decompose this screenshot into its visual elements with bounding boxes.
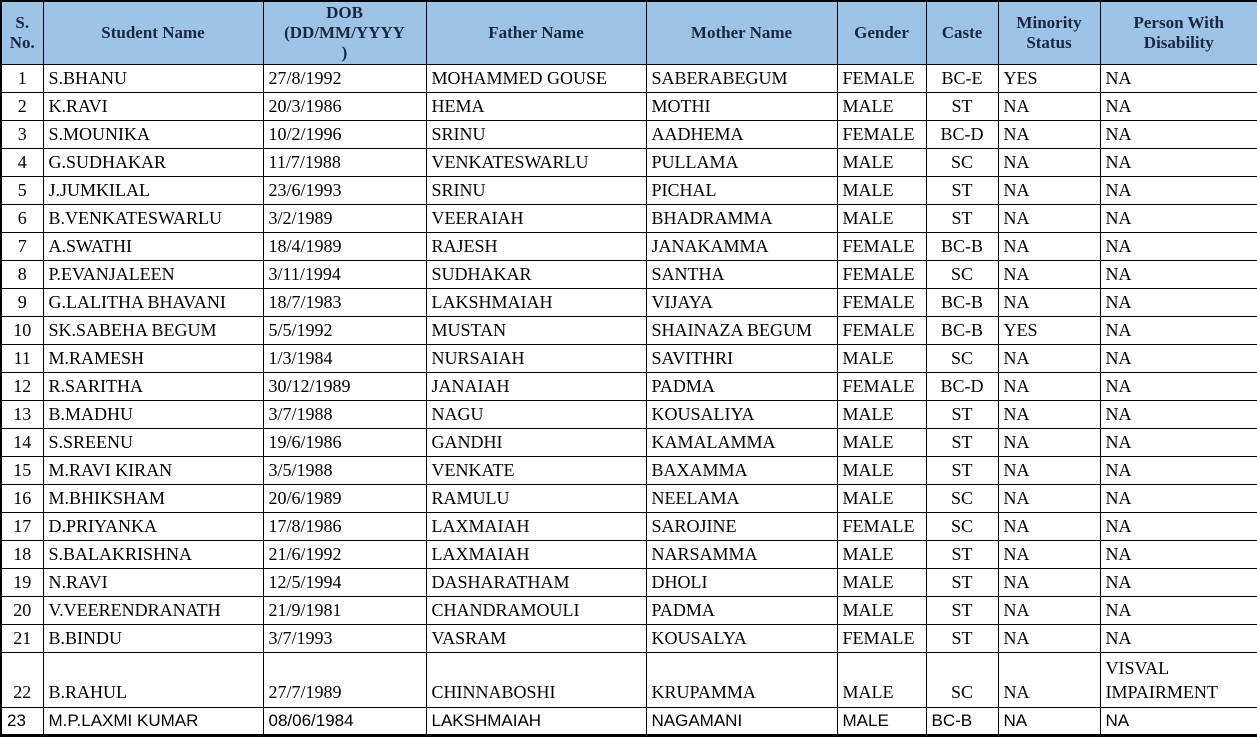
cell-minority_status: NA xyxy=(998,260,1100,288)
cell-minority_status: NA xyxy=(998,596,1100,624)
cell-sno: 8 xyxy=(1,260,43,288)
cell-minority_status: NA xyxy=(998,624,1100,652)
cell-sno: 9 xyxy=(1,288,43,316)
cell-student_name: K.RAVI xyxy=(43,92,263,120)
cell-caste: BC-D xyxy=(926,120,998,148)
table-header xyxy=(1,1,1257,64)
cell-gender: MALE xyxy=(837,428,926,456)
cell-caste: ST xyxy=(926,456,998,484)
cell-student_name: V.VEERENDRANATH xyxy=(43,596,263,624)
cell-sno: 12 xyxy=(1,372,43,400)
cell-person_with_disability: NA xyxy=(1100,568,1257,596)
cell-minority_status: NA xyxy=(998,204,1100,232)
table-row xyxy=(1,232,1257,260)
column-header-mother_name: Mother Name xyxy=(646,1,837,64)
column-header-person_with_disability: Person With Disability xyxy=(1100,1,1257,64)
cell-dob: 3/11/1994 xyxy=(263,260,426,288)
table-row xyxy=(1,652,1257,707)
cell-gender: FEMALE xyxy=(837,288,926,316)
cell-person_with_disability: NA xyxy=(1100,204,1257,232)
cell-person_with_disability: NA xyxy=(1100,400,1257,428)
cell-person_with_disability: NA xyxy=(1100,232,1257,260)
cell-mother_name: NAGAMANI xyxy=(646,707,837,735)
cell-dob: 19/6/1986 xyxy=(263,428,426,456)
cell-person_with_disability: NA xyxy=(1100,148,1257,176)
cell-gender: FEMALE xyxy=(837,64,926,92)
cell-student_name: S.BALAKRISHNA xyxy=(43,540,263,568)
cell-father_name: VENKATESWARLU xyxy=(426,148,646,176)
cell-dob: 12/5/1994 xyxy=(263,568,426,596)
cell-sno: 15 xyxy=(1,456,43,484)
cell-mother_name: KOUSALIYA xyxy=(646,400,837,428)
cell-minority_status: NA xyxy=(998,92,1100,120)
cell-gender: MALE xyxy=(837,540,926,568)
cell-person_with_disability: NA xyxy=(1100,344,1257,372)
table-row xyxy=(1,596,1257,624)
cell-sno: 10 xyxy=(1,316,43,344)
table-row xyxy=(1,512,1257,540)
cell-student_name: M.RAMESH xyxy=(43,344,263,372)
cell-caste: BC-D xyxy=(926,372,998,400)
cell-sno: 19 xyxy=(1,568,43,596)
cell-sno: 16 xyxy=(1,484,43,512)
cell-person_with_disability: NA xyxy=(1100,260,1257,288)
cell-mother_name: AADHEMA xyxy=(646,120,837,148)
cell-student_name: P.EVANJALEEN xyxy=(43,260,263,288)
cell-father_name: LAKSHMAIAH xyxy=(426,707,646,735)
cell-sno: 1 xyxy=(1,64,43,92)
cell-mother_name: SABERABEGUM xyxy=(646,64,837,92)
cell-caste: ST xyxy=(926,176,998,204)
cell-student_name: N.RAVI xyxy=(43,568,263,596)
cell-father_name: VEERAIAH xyxy=(426,204,646,232)
cell-mother_name: KAMALAMMA xyxy=(646,428,837,456)
cell-person_with_disability: NA xyxy=(1100,624,1257,652)
table-row xyxy=(1,148,1257,176)
cell-gender: FEMALE xyxy=(837,372,926,400)
cell-dob: 30/12/1989 xyxy=(263,372,426,400)
cell-student_name: A.SWATHI xyxy=(43,232,263,260)
cell-student_name: M.P.LAXMI KUMAR xyxy=(43,707,263,735)
cell-dob: 3/7/1993 xyxy=(263,624,426,652)
cell-gender: MALE xyxy=(837,176,926,204)
cell-father_name: VASRAM xyxy=(426,624,646,652)
cell-father_name: CHINNABOSHI xyxy=(426,652,646,707)
column-header-gender: Gender xyxy=(837,1,926,64)
cell-caste: ST xyxy=(926,624,998,652)
cell-mother_name: PICHAL xyxy=(646,176,837,204)
table-row xyxy=(1,120,1257,148)
cell-dob: 18/7/1983 xyxy=(263,288,426,316)
cell-caste: ST xyxy=(926,596,998,624)
cell-father_name: RAMULU xyxy=(426,484,646,512)
cell-dob: 11/7/1988 xyxy=(263,148,426,176)
cell-person_with_disability: NA xyxy=(1100,707,1257,735)
cell-gender: MALE xyxy=(837,400,926,428)
cell-dob: 21/9/1981 xyxy=(263,596,426,624)
cell-sno: 17 xyxy=(1,512,43,540)
table-row xyxy=(1,316,1257,344)
cell-gender: MALE xyxy=(837,568,926,596)
cell-caste: SC xyxy=(926,484,998,512)
cell-caste: SC xyxy=(926,512,998,540)
cell-father_name: SRINU xyxy=(426,120,646,148)
cell-student_name: B.BINDU xyxy=(43,624,263,652)
cell-caste: ST xyxy=(926,400,998,428)
cell-sno: 13 xyxy=(1,400,43,428)
cell-mother_name: KRUPAMMA xyxy=(646,652,837,707)
cell-student_name: M.BHIKSHAM xyxy=(43,484,263,512)
cell-student_name: J.JUMKILAL xyxy=(43,176,263,204)
cell-sno: 4 xyxy=(1,148,43,176)
cell-dob: 3/2/1989 xyxy=(263,204,426,232)
cell-father_name: SRINU xyxy=(426,176,646,204)
cell-sno: 11 xyxy=(1,344,43,372)
cell-minority_status: NA xyxy=(998,707,1100,735)
cell-sno: 14 xyxy=(1,428,43,456)
cell-father_name: NAGU xyxy=(426,400,646,428)
cell-caste: ST xyxy=(926,92,998,120)
cell-caste: ST xyxy=(926,204,998,232)
cell-minority_status: YES xyxy=(998,64,1100,92)
cell-minority_status: NA xyxy=(998,484,1100,512)
cell-student_name: B.VENKATESWARLU xyxy=(43,204,263,232)
cell-dob: 5/5/1992 xyxy=(263,316,426,344)
table-row xyxy=(1,400,1257,428)
cell-caste: BC-B xyxy=(926,316,998,344)
cell-sno: 18 xyxy=(1,540,43,568)
cell-sno: 6 xyxy=(1,204,43,232)
cell-mother_name: KOUSALYA xyxy=(646,624,837,652)
cell-gender: MALE xyxy=(837,707,926,735)
cell-dob: 18/4/1989 xyxy=(263,232,426,260)
cell-person_with_disability: NA xyxy=(1100,316,1257,344)
cell-dob: 20/3/1986 xyxy=(263,92,426,120)
cell-caste: ST xyxy=(926,568,998,596)
cell-gender: MALE xyxy=(837,484,926,512)
column-header-minority_status: Minority Status xyxy=(998,1,1100,64)
table-row xyxy=(1,344,1257,372)
table-row xyxy=(1,624,1257,652)
cell-father_name: NURSAIAH xyxy=(426,344,646,372)
cell-caste: ST xyxy=(926,428,998,456)
cell-person_with_disability: NA xyxy=(1100,92,1257,120)
table-row xyxy=(1,176,1257,204)
cell-dob: 3/5/1988 xyxy=(263,456,426,484)
table-row xyxy=(1,428,1257,456)
cell-minority_status: NA xyxy=(998,428,1100,456)
cell-dob: 17/8/1986 xyxy=(263,512,426,540)
cell-dob: 10/2/1996 xyxy=(263,120,426,148)
cell-gender: MALE xyxy=(837,204,926,232)
cell-person_with_disability: NA xyxy=(1100,288,1257,316)
cell-mother_name: PADMA xyxy=(646,596,837,624)
cell-student_name: S.MOUNIKA xyxy=(43,120,263,148)
cell-father_name: HEMA xyxy=(426,92,646,120)
column-header-student_name: Student Name xyxy=(43,1,263,64)
cell-minority_status: NA xyxy=(998,176,1100,204)
cell-gender: MALE xyxy=(837,456,926,484)
cell-caste: BC-E xyxy=(926,64,998,92)
cell-mother_name: NARSAMMA xyxy=(646,540,837,568)
cell-mother_name: VIJAYA xyxy=(646,288,837,316)
cell-mother_name: PULLAMA xyxy=(646,148,837,176)
cell-dob: 20/6/1989 xyxy=(263,484,426,512)
table-row xyxy=(1,707,1257,735)
cell-minority_status: NA xyxy=(998,400,1100,428)
table-row xyxy=(1,372,1257,400)
table-body xyxy=(1,64,1257,735)
cell-person_with_disability: NA xyxy=(1100,428,1257,456)
table-row xyxy=(1,288,1257,316)
cell-person_with_disability: VISVAL IMPAIRMENT xyxy=(1100,652,1257,707)
table-row xyxy=(1,260,1257,288)
cell-minority_status: NA xyxy=(998,456,1100,484)
cell-sno: 21 xyxy=(1,624,43,652)
cell-mother_name: SAROJINE xyxy=(646,512,837,540)
cell-person_with_disability: NA xyxy=(1100,484,1257,512)
cell-minority_status: NA xyxy=(998,652,1100,707)
cell-student_name: B.MADHU xyxy=(43,400,263,428)
cell-mother_name: PADMA xyxy=(646,372,837,400)
cell-sno: 7 xyxy=(1,232,43,260)
cell-minority_status: NA xyxy=(998,344,1100,372)
cell-gender: FEMALE xyxy=(837,120,926,148)
cell-father_name: LAKSHMAIAH xyxy=(426,288,646,316)
cell-minority_status: YES xyxy=(998,316,1100,344)
cell-father_name: LAXMAIAH xyxy=(426,540,646,568)
cell-father_name: RAJESH xyxy=(426,232,646,260)
cell-father_name: DASHARATHAM xyxy=(426,568,646,596)
cell-gender: MALE xyxy=(837,652,926,707)
cell-gender: FEMALE xyxy=(837,624,926,652)
column-header-caste: Caste xyxy=(926,1,998,64)
table-row xyxy=(1,484,1257,512)
cell-minority_status: NA xyxy=(998,232,1100,260)
cell-person_with_disability: NA xyxy=(1100,540,1257,568)
cell-minority_status: NA xyxy=(998,568,1100,596)
column-header-sno: S. No. xyxy=(1,1,43,64)
cell-minority_status: NA xyxy=(998,120,1100,148)
table-row xyxy=(1,204,1257,232)
cell-dob: 08/06/1984 xyxy=(263,707,426,735)
cell-gender: MALE xyxy=(837,92,926,120)
cell-mother_name: SAVITHRI xyxy=(646,344,837,372)
cell-father_name: MUSTAN xyxy=(426,316,646,344)
cell-sno: 20 xyxy=(1,596,43,624)
cell-father_name: JANAIAH xyxy=(426,372,646,400)
column-header-dob: DOB (DD/MM/YYYY ) xyxy=(263,1,426,64)
cell-mother_name: DHOLI xyxy=(646,568,837,596)
cell-dob: 1/3/1984 xyxy=(263,344,426,372)
cell-sno: 22 xyxy=(1,652,43,707)
cell-caste: SC xyxy=(926,652,998,707)
cell-minority_status: NA xyxy=(998,540,1100,568)
cell-mother_name: BHADRAMMA xyxy=(646,204,837,232)
cell-person_with_disability: NA xyxy=(1100,372,1257,400)
cell-father_name: MOHAMMED GOUSE xyxy=(426,64,646,92)
cell-caste: SC xyxy=(926,344,998,372)
cell-person_with_disability: NA xyxy=(1100,512,1257,540)
cell-father_name: CHANDRAMOULI xyxy=(426,596,646,624)
cell-person_with_disability: NA xyxy=(1100,64,1257,92)
cell-minority_status: NA xyxy=(998,372,1100,400)
cell-gender: FEMALE xyxy=(837,232,926,260)
cell-dob: 21/6/1992 xyxy=(263,540,426,568)
cell-student_name: D.PRIYANKA xyxy=(43,512,263,540)
cell-sno: 3 xyxy=(1,120,43,148)
table-row xyxy=(1,64,1257,92)
cell-student_name: B.RAHUL xyxy=(43,652,263,707)
cell-person_with_disability: NA xyxy=(1100,596,1257,624)
cell-student_name: S.SREENU xyxy=(43,428,263,456)
cell-student_name: R.SARITHA xyxy=(43,372,263,400)
cell-gender: FEMALE xyxy=(837,316,926,344)
cell-father_name: LAXMAIAH xyxy=(426,512,646,540)
cell-gender: MALE xyxy=(837,148,926,176)
cell-gender: FEMALE xyxy=(837,260,926,288)
cell-caste: SC xyxy=(926,148,998,176)
cell-caste: ST xyxy=(926,540,998,568)
header-row xyxy=(1,1,1257,64)
cell-mother_name: JANAKAMMA xyxy=(646,232,837,260)
cell-minority_status: NA xyxy=(998,512,1100,540)
cell-caste: BC-B xyxy=(926,707,998,735)
cell-sno: 5 xyxy=(1,176,43,204)
cell-student_name: SK.SABEHA BEGUM xyxy=(43,316,263,344)
table-row xyxy=(1,456,1257,484)
cell-caste: BC-B xyxy=(926,288,998,316)
cell-gender: MALE xyxy=(837,344,926,372)
column-header-father_name: Father Name xyxy=(426,1,646,64)
table-row xyxy=(1,540,1257,568)
cell-dob: 27/8/1992 xyxy=(263,64,426,92)
cell-father_name: VENKATE xyxy=(426,456,646,484)
cell-student_name: G.LALITHA BHAVANI xyxy=(43,288,263,316)
table-row xyxy=(1,92,1257,120)
table-row xyxy=(1,568,1257,596)
cell-minority_status: NA xyxy=(998,288,1100,316)
cell-dob: 27/7/1989 xyxy=(263,652,426,707)
cell-mother_name: NEELAMA xyxy=(646,484,837,512)
cell-father_name: SUDHAKAR xyxy=(426,260,646,288)
cell-caste: BC-B xyxy=(926,232,998,260)
cell-student_name: M.RAVI KIRAN xyxy=(43,456,263,484)
cell-person_with_disability: NA xyxy=(1100,176,1257,204)
cell-person_with_disability: NA xyxy=(1100,456,1257,484)
cell-mother_name: SANTHA xyxy=(646,260,837,288)
cell-gender: MALE xyxy=(837,596,926,624)
cell-dob: 23/6/1993 xyxy=(263,176,426,204)
cell-father_name: GANDHI xyxy=(426,428,646,456)
cell-mother_name: MOTHI xyxy=(646,92,837,120)
cell-student_name: S.BHANU xyxy=(43,64,263,92)
cell-dob: 3/7/1988 xyxy=(263,400,426,428)
cell-sno: 2 xyxy=(1,92,43,120)
cell-sno: 23 xyxy=(1,707,43,735)
cell-student_name: G.SUDHAKAR xyxy=(43,148,263,176)
cell-mother_name: SHAINAZA BEGUM xyxy=(646,316,837,344)
cell-gender: FEMALE xyxy=(837,512,926,540)
cell-mother_name: BAXAMMA xyxy=(646,456,837,484)
cell-minority_status: NA xyxy=(998,148,1100,176)
cell-person_with_disability: NA xyxy=(1100,120,1257,148)
cell-caste: SC xyxy=(926,260,998,288)
